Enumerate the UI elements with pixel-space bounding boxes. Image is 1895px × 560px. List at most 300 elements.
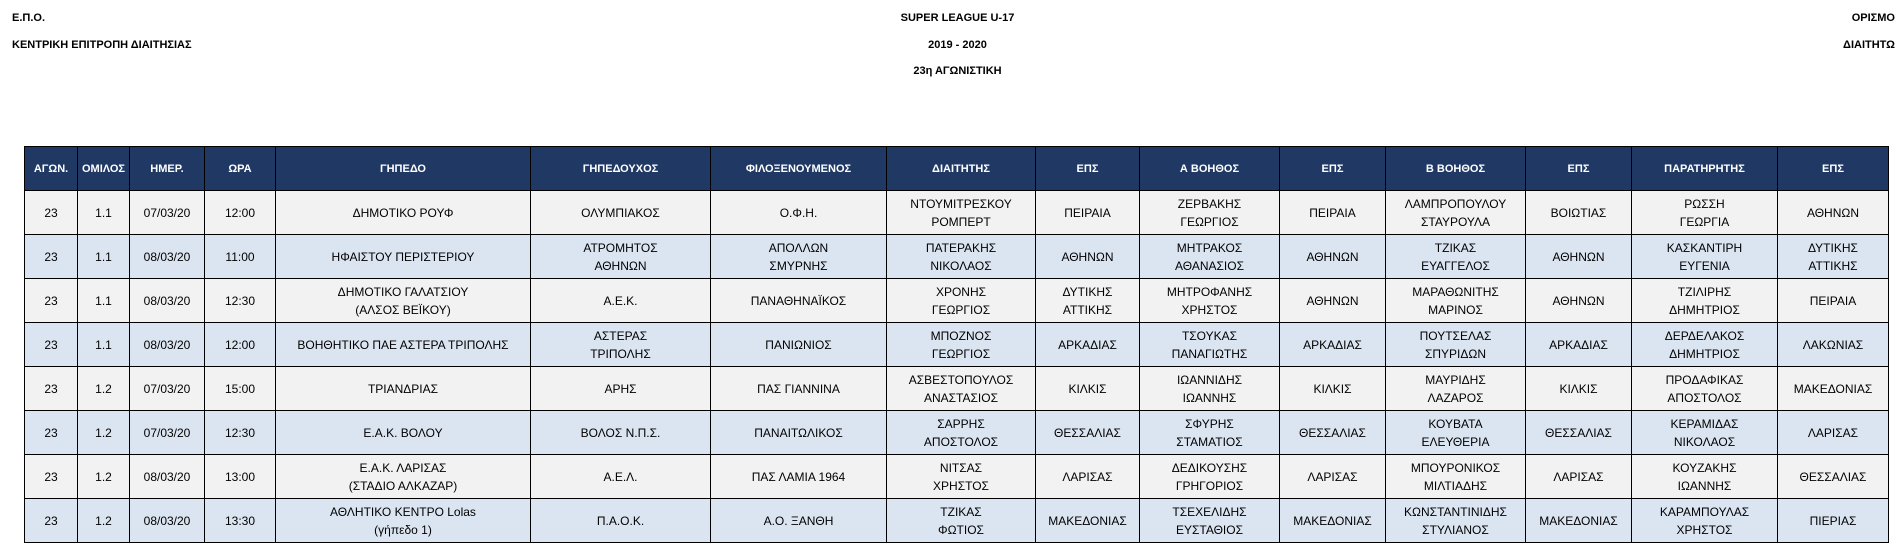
cell-text-line: 08/03/20 xyxy=(143,513,191,528)
column-header: ΦΙΛΟΞΕΝΟΥΜΕΝΟΣ xyxy=(711,147,887,191)
cell-text-line: ΠΙΕΡΙΑΣ xyxy=(1809,513,1857,528)
table-cell xyxy=(205,411,276,455)
cell-text-line: ΙΩΑΝΝΙΔΗΣ xyxy=(1176,372,1243,387)
cell-text-line: ΜΑΚΕΔΟΝΙΑΣ xyxy=(1293,513,1372,528)
cell-text-line: ΑΠΟΣΤΟΛΟΣ xyxy=(923,434,999,449)
cell-text-line: 07/03/20 xyxy=(143,381,191,396)
cell-text-line: ΜΗΤΡΑΚΟΣ xyxy=(1176,240,1243,255)
cell-text-line: ΔΗΜΗΤΡΙΟΣ xyxy=(1669,302,1740,317)
table-row xyxy=(25,367,1889,411)
table-cell xyxy=(1526,323,1632,367)
cell-text-line: ΙΩΑΝΝΗΣ xyxy=(1677,478,1732,493)
cell-text-line: ΔΗΜΟΤΙΚΟ ΓΑΛΑΤΣΙΟΥ xyxy=(337,284,469,299)
cell-text-line: ΜΗΤΡΟΦΑΝΗΣ xyxy=(1166,284,1253,299)
column-header: ΠΑΡΑΤΗΡΗΤΗΣ xyxy=(1632,147,1778,191)
table-cell xyxy=(1280,279,1386,323)
cell-text-line: ΘΕΣΣΑΛΙΑΣ xyxy=(1545,425,1612,440)
cell-text-line: ΜΑΚΕΔΟΝΙΑΣ xyxy=(1048,513,1127,528)
cell-text-line: Α.Ε.Κ. xyxy=(603,293,638,308)
table-cell xyxy=(711,235,887,279)
cell-text-line: ΛΑΡΙΣΑΣ xyxy=(1553,469,1604,484)
cell-text-line: ΛΑΖΑΡΟΣ xyxy=(1427,390,1484,405)
cell-text-line: 23 xyxy=(44,381,58,396)
cell-text-line: 1.1 xyxy=(95,205,112,220)
cell-text-line: ΚΩΝΣΤΑΝΤΙΝΙΔΗΣ xyxy=(1404,504,1507,519)
cell-text-line: ΖΕΡΒΑΚΗΣ xyxy=(1177,196,1242,211)
table-cell xyxy=(1280,367,1386,411)
cell-text-line: ΑΘΑΝΑΣΙΟΣ xyxy=(1174,258,1245,273)
table-cell xyxy=(25,499,78,543)
table-cell xyxy=(711,411,887,455)
cell-text-line: ΑΤΤΙΚΗΣ xyxy=(1808,258,1858,273)
table-cell xyxy=(25,323,78,367)
cell-text-line: ΒΟΗΘΗΤΙΚΟ ΠΑΕ ΑΣΤΕΡΑ ΤΡΙΠΟΛΗΣ xyxy=(297,337,509,352)
cell-text-line: 07/03/20 xyxy=(143,205,191,220)
cell-text-line: 1.1 xyxy=(95,249,112,264)
table-cell xyxy=(1778,323,1889,367)
cell-text-line: ΤΖΙΚΑΣ xyxy=(940,504,982,519)
cell-text-line: ΑΣΤΕΡΑΣ xyxy=(593,328,648,343)
cell-text-line: ΗΦΑΙΣΤΟΥ ΠΕΡΙΣΤΕΡΙΟΥ xyxy=(331,249,475,264)
cell-text-line: ΣΠΥΡΙΔΩΝ xyxy=(1424,346,1487,361)
table-cell xyxy=(130,411,205,455)
table-cell xyxy=(25,455,78,499)
cell-text-line: ΑΘΗΝΩΝ xyxy=(1306,293,1359,308)
table-cell xyxy=(1632,499,1778,543)
cell-text-line: 23 xyxy=(44,469,58,484)
cell-text-line: Α.Ο. ΞΑΝΘΗ xyxy=(763,513,834,528)
table-cell xyxy=(1036,455,1140,499)
table-cell xyxy=(276,323,531,367)
table-cell xyxy=(1386,455,1526,499)
cell-text-line: ΤΡΙΠΟΛΗΣ xyxy=(590,346,651,361)
cell-text-line: 13:00 xyxy=(224,469,256,484)
cell-text-line: ΛΑΡΙΣΑΣ xyxy=(1062,469,1113,484)
cell-text-line: ΠΕΙΡΑΙΑ xyxy=(1809,293,1857,308)
cell-text-line: 23 xyxy=(44,337,58,352)
federation-name: Ε.Π.Ο. xyxy=(12,12,46,24)
cell-text-line: 1.1 xyxy=(95,293,112,308)
table-cell xyxy=(1036,279,1140,323)
table-cell xyxy=(1632,455,1778,499)
cell-text-line: 23 xyxy=(44,249,58,264)
table-body xyxy=(25,191,1889,543)
cell-text-line: ΑΡΚΑΔΙΑΣ xyxy=(1549,337,1608,352)
table-cell xyxy=(1036,323,1140,367)
table-row xyxy=(25,279,1889,323)
cell-text-line: 23 xyxy=(44,293,58,308)
cell-text-line: ΕΛΕΥΘΕΡΙΑ xyxy=(1421,434,1490,449)
cell-text-line: ΜΑΥΡΙΔΗΣ xyxy=(1425,372,1486,387)
cell-text-line: ΓΕΩΡΓΙΟΣ xyxy=(931,346,991,361)
cell-text-line: ΣΤΑΜΑΤΙΟΣ xyxy=(1176,434,1243,449)
table-cell xyxy=(276,235,531,279)
cell-text-line: ΤΣΕΧΕΛΙΔΗΣ xyxy=(1172,504,1247,519)
cell-text-line: ΔΥΤΙΚΗΣ xyxy=(1808,240,1858,255)
cell-text-line: ΔΗΜΗΤΡΙΟΣ xyxy=(1669,346,1740,361)
table-cell xyxy=(531,455,711,499)
cell-text-line: ΔΥΤΙΚΗΣ xyxy=(1062,284,1113,299)
assignment-title: ΟΡΙΣΜΟ xyxy=(1851,12,1895,24)
table-cell xyxy=(130,499,205,543)
cell-text-line: ΚΙΛΚΙΣ xyxy=(1559,381,1598,396)
table-row xyxy=(25,455,1889,499)
table-cell xyxy=(1386,279,1526,323)
cell-text-line: Ε.Α.Κ. ΛΑΡΙΣΑΣ xyxy=(359,460,447,475)
cell-text-line: ΔΕΔΙΚΟΥΣΗΣ xyxy=(1171,460,1248,475)
table-cell xyxy=(1526,235,1632,279)
table-cell xyxy=(78,279,130,323)
table-row xyxy=(25,499,1889,543)
cell-text-line: ΠΑΤΕΡΑΚΗΣ xyxy=(925,240,997,255)
column-header: ΕΠΣ xyxy=(1036,147,1140,191)
cell-text-line: ΑΠΟΣΤΟΛΟΣ xyxy=(1667,390,1742,405)
season-label: 2019 - 2020 xyxy=(928,39,987,51)
table-cell xyxy=(1778,455,1889,499)
table-cell xyxy=(1386,191,1526,235)
cell-text-line: 08/03/20 xyxy=(143,469,191,484)
cell-text-line: ΧΡΗΣΤΟΣ xyxy=(933,478,989,493)
cell-text-line: ΑΝΑΣΤΑΣΙΟΣ xyxy=(923,390,999,405)
table-cell xyxy=(1386,367,1526,411)
cell-text-line: 23 xyxy=(44,513,58,528)
table-cell xyxy=(887,323,1036,367)
table-cell xyxy=(78,499,130,543)
table-cell xyxy=(1036,191,1140,235)
cell-text-line: ΑΘΗΝΩΝ xyxy=(1306,249,1359,264)
column-header: ΩΡΑ xyxy=(205,147,276,191)
cell-text-line: ΑΤΡΟΜΗΤΟΣ xyxy=(583,240,658,255)
cell-text-line: ΟΛΥΜΠΙΑΚΟΣ xyxy=(581,205,660,220)
table-cell xyxy=(711,367,887,411)
cell-text-line: 1.1 xyxy=(95,337,112,352)
cell-text-line: 08/03/20 xyxy=(143,293,191,308)
cell-text-line: ΜΑΚΕΔΟΝΙΑΣ xyxy=(1539,513,1618,528)
table-cell xyxy=(887,235,1036,279)
cell-text-line: ΚΟΥΖΑΚΗΣ xyxy=(1672,460,1737,475)
table-cell xyxy=(711,323,887,367)
table-cell xyxy=(1280,411,1386,455)
cell-text-line: ΤΣΟΥΚΑΣ xyxy=(1181,328,1238,343)
cell-text-line: 08/03/20 xyxy=(143,337,191,352)
table-cell xyxy=(1280,235,1386,279)
matchday-label: 23η ΑΓΩΝΙΣΤΙΚΗ xyxy=(913,65,1002,77)
cell-text-line: ΑΘΗΝΩΝ xyxy=(1552,293,1605,308)
table-cell xyxy=(205,279,276,323)
cell-text-line: 12:30 xyxy=(224,293,256,308)
table-cell xyxy=(887,367,1036,411)
table-cell xyxy=(1778,279,1889,323)
cell-text-line: ΛΑΜΠΡΟΠΟΥΛΟΥ xyxy=(1404,196,1507,211)
cell-text-line: ΧΡΟΝΗΣ xyxy=(935,284,987,299)
cell-text-line: ΠΑΣ ΓΙΑΝΝΙΝΑ xyxy=(757,381,840,396)
cell-text-line: ΒΟΙΩΤΙΑΣ xyxy=(1550,205,1607,220)
table-cell xyxy=(25,235,78,279)
table-row xyxy=(25,411,1889,455)
cell-text-line: ΜΠΟΥΡΟΝΙΚΟΣ xyxy=(1410,460,1501,475)
table-cell xyxy=(130,191,205,235)
referee-assignment-table xyxy=(24,146,1889,543)
cell-text-line: ΑΠΟΛΛΩΝ xyxy=(768,240,829,255)
table-cell xyxy=(1036,499,1140,543)
table-cell xyxy=(78,235,130,279)
table-row xyxy=(25,235,1889,279)
table-cell xyxy=(130,323,205,367)
table-cell xyxy=(1140,323,1280,367)
cell-text-line: 23 xyxy=(44,425,58,440)
table-cell xyxy=(1386,235,1526,279)
cell-text-line: ΠΑΣ ΛΑΜΙΑ 1964 xyxy=(751,469,846,484)
table-cell xyxy=(1632,367,1778,411)
cell-text-line: ΕΥΓΕΝΙΑ xyxy=(1679,258,1730,273)
cell-text-line: 1.2 xyxy=(95,425,112,440)
cell-text-line: 08/03/20 xyxy=(143,249,191,264)
table-cell xyxy=(1280,191,1386,235)
cell-text-line: ΠΟΥΤΣΕΛΑΣ xyxy=(1419,328,1492,343)
cell-text-line: ΚΙΛΚΙΣ xyxy=(1313,381,1352,396)
cell-text-line: ΣΑΡΡΗΣ xyxy=(937,416,985,431)
column-header: Α ΒΟΗΘΟΣ xyxy=(1140,147,1280,191)
table-cell xyxy=(1526,411,1632,455)
table-cell xyxy=(1036,235,1140,279)
table-cell xyxy=(78,367,130,411)
cell-text-line: ΠΕΙΡΑΙΑ xyxy=(1309,205,1356,220)
table-cell xyxy=(1778,499,1889,543)
cell-text-line: 12:00 xyxy=(224,205,256,220)
cell-text-line: 1.2 xyxy=(95,513,112,528)
table-cell xyxy=(1526,499,1632,543)
column-header: Β ΒΟΗΘΟΣ xyxy=(1386,147,1526,191)
cell-text-line: 11:00 xyxy=(225,249,255,264)
cell-text-line: ΡΩΣΣΗ xyxy=(1684,196,1725,211)
table-cell xyxy=(1140,367,1280,411)
table-cell xyxy=(25,191,78,235)
table-cell xyxy=(205,499,276,543)
table-cell xyxy=(205,455,276,499)
cell-text-line: Ο.Φ.Η. xyxy=(779,205,818,220)
cell-text-line: ΚΑΡΑΜΠΟΥΛΑΣ xyxy=(1659,504,1750,519)
table-cell xyxy=(1526,455,1632,499)
table-cell xyxy=(1778,367,1889,411)
table-cell xyxy=(130,455,205,499)
cell-text-line: ΡΟΜΠΕΡΤ xyxy=(931,214,991,229)
table-cell xyxy=(711,279,887,323)
cell-text-line: ΑΡΚΑΔΙΑΣ xyxy=(1058,337,1117,352)
table-cell xyxy=(78,323,130,367)
table-cell xyxy=(1632,323,1778,367)
cell-text-line: ΓΕΩΡΓΙΑ xyxy=(1679,214,1730,229)
table-cell xyxy=(887,499,1036,543)
cell-text-line: ΕΥΣΤΑΘΙΟΣ xyxy=(1175,522,1244,537)
cell-text-line: ΑΘΗΝΩΝ xyxy=(1061,249,1114,264)
table-cell xyxy=(711,499,887,543)
cell-text-line: ΛΑΡΙΣΑΣ xyxy=(1807,425,1859,440)
cell-text-line: 12:30 xyxy=(224,425,256,440)
table-cell xyxy=(276,191,531,235)
table-cell xyxy=(1140,235,1280,279)
cell-text-line: ΤΖΙΚΑΣ xyxy=(1434,240,1477,255)
column-header: ΕΠΣ xyxy=(1280,147,1386,191)
cell-text-line: ΑΘΛΗΤΙΚΟ ΚΕΝΤΡΟ Lolas xyxy=(330,504,476,519)
table-cell xyxy=(1386,499,1526,543)
cell-text-line: 13:30 xyxy=(224,513,256,528)
cell-text-line: ΔΗΜΟΤΙΚΟ ΡΟΥΦ xyxy=(352,205,454,220)
table-cell xyxy=(1632,411,1778,455)
table-cell xyxy=(1280,323,1386,367)
table-header-row xyxy=(25,147,1889,191)
cell-text-line: ΑΘΗΝΩΝ xyxy=(1552,249,1605,264)
table-cell xyxy=(1036,367,1140,411)
table-cell xyxy=(1280,455,1386,499)
cell-text-line: ΝΤΟΥΜΙΤΡΕΣΚΟΥ xyxy=(910,196,1012,211)
cell-text-line: ΘΕΣΣΑΛΙΑΣ xyxy=(1299,425,1366,440)
table-cell xyxy=(130,279,205,323)
column-header: ΟΜΙΛΟΣ xyxy=(78,147,130,191)
cell-text-line: ΕΥΑΓΓΕΛΟΣ xyxy=(1421,258,1490,273)
table-cell xyxy=(276,367,531,411)
league-title: SUPER LEAGUE U-17 xyxy=(900,12,1015,24)
cell-text-line: ΦΩΤΙΟΣ xyxy=(938,522,984,537)
cell-text-line: ΣΤΑΥΡΟΥΛΑ xyxy=(1420,214,1491,229)
table-cell xyxy=(276,279,531,323)
table-cell xyxy=(276,455,531,499)
cell-text-line: ΝΙΚΟΛΑΟΣ xyxy=(1673,434,1736,449)
table-cell xyxy=(1140,499,1280,543)
cell-text-line: ΓΡΗΓΟΡΙΟΣ xyxy=(1175,478,1244,493)
table-cell xyxy=(1036,411,1140,455)
table-cell xyxy=(531,235,711,279)
cell-text-line: 07/03/20 xyxy=(143,425,191,440)
cell-text-line: 12:00 xyxy=(224,337,256,352)
cell-text-line: ΒΟΛΟΣ Ν.Π.Σ. xyxy=(580,425,661,440)
table-cell xyxy=(887,411,1036,455)
cell-text-line: ΚΙΛΚΙΣ xyxy=(1068,381,1107,396)
cell-text-line: ΘΕΣΣΑΛΙΑΣ xyxy=(1799,469,1867,484)
column-header: ΔΙΑΙΤΗΤΗΣ xyxy=(887,147,1036,191)
cell-text-line: ΑΣΒΕΣΤΟΠΟΥΛΟΣ xyxy=(908,372,1014,387)
cell-text-line: ΛΑΚΩΝΙΑΣ xyxy=(1802,337,1864,352)
table-cell xyxy=(887,455,1036,499)
cell-text-line: ΤΖΙΛΙΡΗΣ xyxy=(1677,284,1732,299)
cell-text-line: 1.2 xyxy=(95,469,112,484)
table-cell xyxy=(531,499,711,543)
table-cell xyxy=(1140,455,1280,499)
cell-text-line: ΧΡΗΣΤΟΣ xyxy=(1181,302,1238,317)
table-row xyxy=(25,191,1889,235)
cell-text-line: ΑΤΤΙΚΗΣ xyxy=(1062,302,1113,317)
cell-text-line: Π.Α.Ο.Κ. xyxy=(596,513,645,528)
table-cell xyxy=(130,367,205,411)
table-cell xyxy=(887,191,1036,235)
table-cell xyxy=(1140,191,1280,235)
table-cell xyxy=(531,191,711,235)
cell-text-line: (ΑΛΣΟΣ ΒΕΪΚΟΥ) xyxy=(355,302,451,317)
column-header: ΑΓΩΝ. xyxy=(25,147,78,191)
cell-text-line: ΠΕΙΡΑΙΑ xyxy=(1064,205,1111,220)
cell-text-line: ΝΙΚΟΛΑΟΣ xyxy=(930,258,992,273)
table-cell xyxy=(531,367,711,411)
cell-text-line: ΚΑΣΚΑΝΤΙΡΗ xyxy=(1666,240,1743,255)
cell-text-line: ΚΟΥΒΑΤΑ xyxy=(1428,416,1483,431)
table-cell xyxy=(1632,279,1778,323)
cell-text-line: ΑΘΗΝΩΝ xyxy=(1806,205,1860,220)
table-cell xyxy=(78,455,130,499)
table-cell xyxy=(78,411,130,455)
table-cell xyxy=(1280,499,1386,543)
table-cell xyxy=(276,411,531,455)
cell-text-line: ΑΡΚΑΔΙΑΣ xyxy=(1303,337,1362,352)
cell-text-line: ΛΑΡΙΣΑΣ xyxy=(1307,469,1358,484)
table-cell xyxy=(1778,191,1889,235)
table-cell xyxy=(25,367,78,411)
cell-text-line: ΣΤΥΛΙΑΝΟΣ xyxy=(1422,522,1489,537)
table-cell xyxy=(1526,191,1632,235)
column-header: ΕΠΣ xyxy=(1778,147,1889,191)
table-cell xyxy=(1778,235,1889,279)
table-cell xyxy=(25,411,78,455)
cell-text-line: ΜΑΡΙΝΟΣ xyxy=(1428,302,1483,317)
table-cell xyxy=(531,411,711,455)
table-cell xyxy=(205,367,276,411)
column-header: ΓΗΠΕΔΟΥΧΟΣ xyxy=(531,147,711,191)
table-cell xyxy=(711,191,887,235)
table-cell xyxy=(531,323,711,367)
cell-text-line: ΠΑΝΑΘΗΝΑΪΚΟΣ xyxy=(750,293,847,308)
column-header: ΓΗΠΕΔΟ xyxy=(276,147,531,191)
table-cell xyxy=(711,455,887,499)
table-cell xyxy=(1386,323,1526,367)
table-cell xyxy=(1632,235,1778,279)
table-cell xyxy=(1140,411,1280,455)
cell-text-line: (ΣΤΑΔΙΟ ΑΛΚΑΖΑΡ) xyxy=(348,478,458,493)
cell-text-line: ΠΑΝΙΩΝΙΟΣ xyxy=(765,337,832,352)
table-cell xyxy=(205,191,276,235)
table-cell xyxy=(1526,279,1632,323)
committee-name: ΚΕΝΤΡΙΚΗ ΕΠΙΤΡΟΠΗ ΔΙΑΙΤΗΣΙΑΣ xyxy=(12,39,192,51)
cell-text-line: ΠΑΝΑΙΤΩΛΙΚΟΣ xyxy=(754,425,843,440)
cell-text-line: ΔΕΡΔΕΛΑΚΟΣ xyxy=(1664,328,1745,343)
table-cell xyxy=(25,279,78,323)
table-cell xyxy=(205,323,276,367)
cell-text-line: ΜΙΛΤΙΑΔΗΣ xyxy=(1423,478,1488,493)
table-cell xyxy=(130,235,205,279)
cell-text-line: ΓΕΩΡΓΙΟΣ xyxy=(1180,214,1239,229)
table-cell xyxy=(1140,279,1280,323)
cell-text-line: ΘΕΣΣΑΛΙΑΣ xyxy=(1054,425,1121,440)
cell-text-line: (γήπεδο 1) xyxy=(374,522,432,537)
column-header: ΗΜΕΡ. xyxy=(130,147,205,191)
table-cell xyxy=(887,279,1036,323)
cell-text-line: ΜΑΚΕΔΟΝΙΑΣ xyxy=(1793,381,1873,396)
cell-text-line: ΤΡΙΑΝΔΡΙΑΣ xyxy=(367,381,439,396)
table-row xyxy=(25,323,1889,367)
cell-text-line: ΙΩΑΝΝΗΣ xyxy=(1182,390,1237,405)
cell-text-line: 23 xyxy=(44,205,58,220)
cell-text-line: Ε.Α.Κ. ΒΟΛΟΥ xyxy=(363,425,443,440)
cell-text-line: 15:00 xyxy=(224,381,256,396)
referees-label: ΔΙΑΙΤΗΤΩ xyxy=(1843,39,1895,51)
table-cell xyxy=(78,191,130,235)
table-cell xyxy=(1526,367,1632,411)
table-cell xyxy=(276,499,531,543)
cell-text-line: ΜΠΟΖΝΟΣ xyxy=(930,328,992,343)
cell-text-line: ΧΡΗΣΤΟΣ xyxy=(1676,522,1733,537)
table-cell xyxy=(1386,411,1526,455)
cell-text-line: ΓΕΩΡΓΙΟΣ xyxy=(931,302,991,317)
cell-text-line: ΣΜΥΡΝΗΣ xyxy=(769,258,828,273)
table-cell xyxy=(205,235,276,279)
cell-text-line: ΚΕΡΑΜΙΔΑΣ xyxy=(1670,416,1739,431)
